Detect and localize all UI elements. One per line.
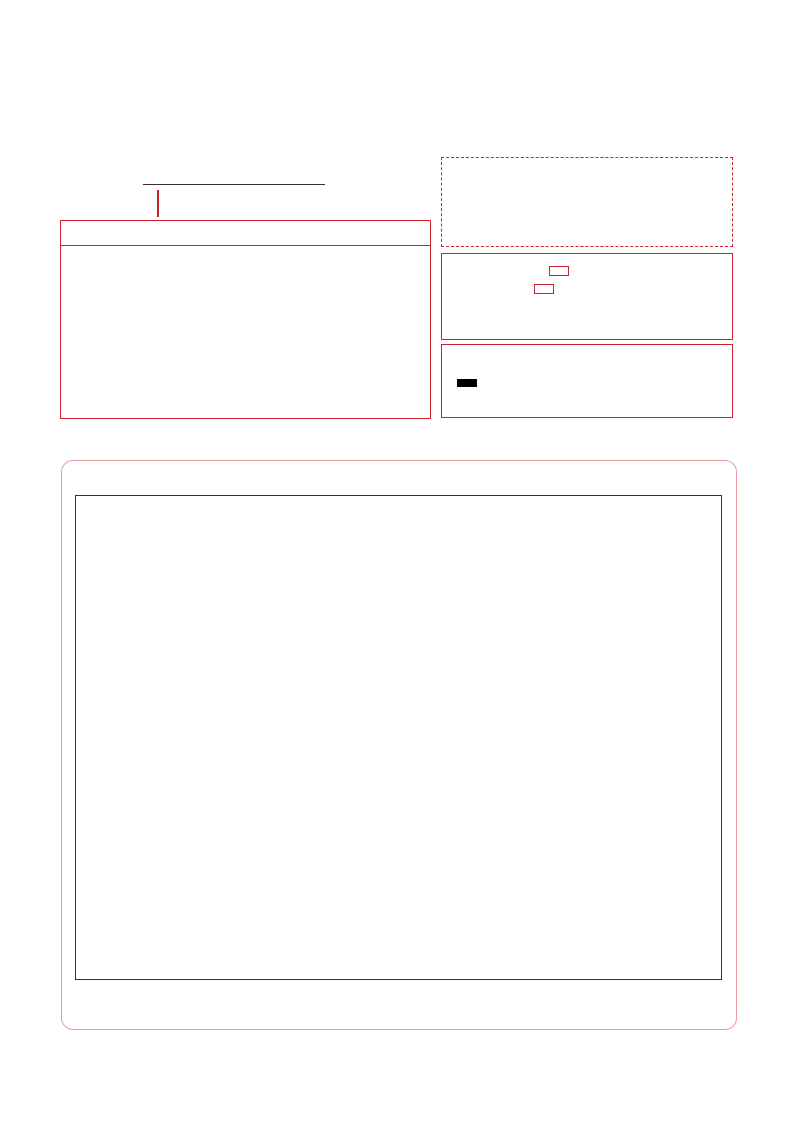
filled-mark-sample	[457, 379, 477, 387]
notices-heading	[61, 221, 430, 246]
sample-box	[441, 344, 733, 418]
wrong-sample	[453, 396, 461, 410]
violation-checkbox[interactable]	[534, 284, 554, 294]
answer-area-inner	[75, 495, 722, 980]
absent-checkbox[interactable]	[549, 266, 569, 276]
violation-mark	[514, 281, 554, 295]
name-field[interactable]	[143, 168, 325, 185]
forbidden-box	[441, 253, 733, 340]
notices-box	[60, 220, 431, 419]
barcode-area	[441, 157, 733, 247]
timing-marks	[48, 42, 744, 54]
id-number-boxes[interactable]	[157, 190, 159, 217]
correct-sample	[453, 375, 477, 389]
absent-mark	[529, 263, 569, 277]
